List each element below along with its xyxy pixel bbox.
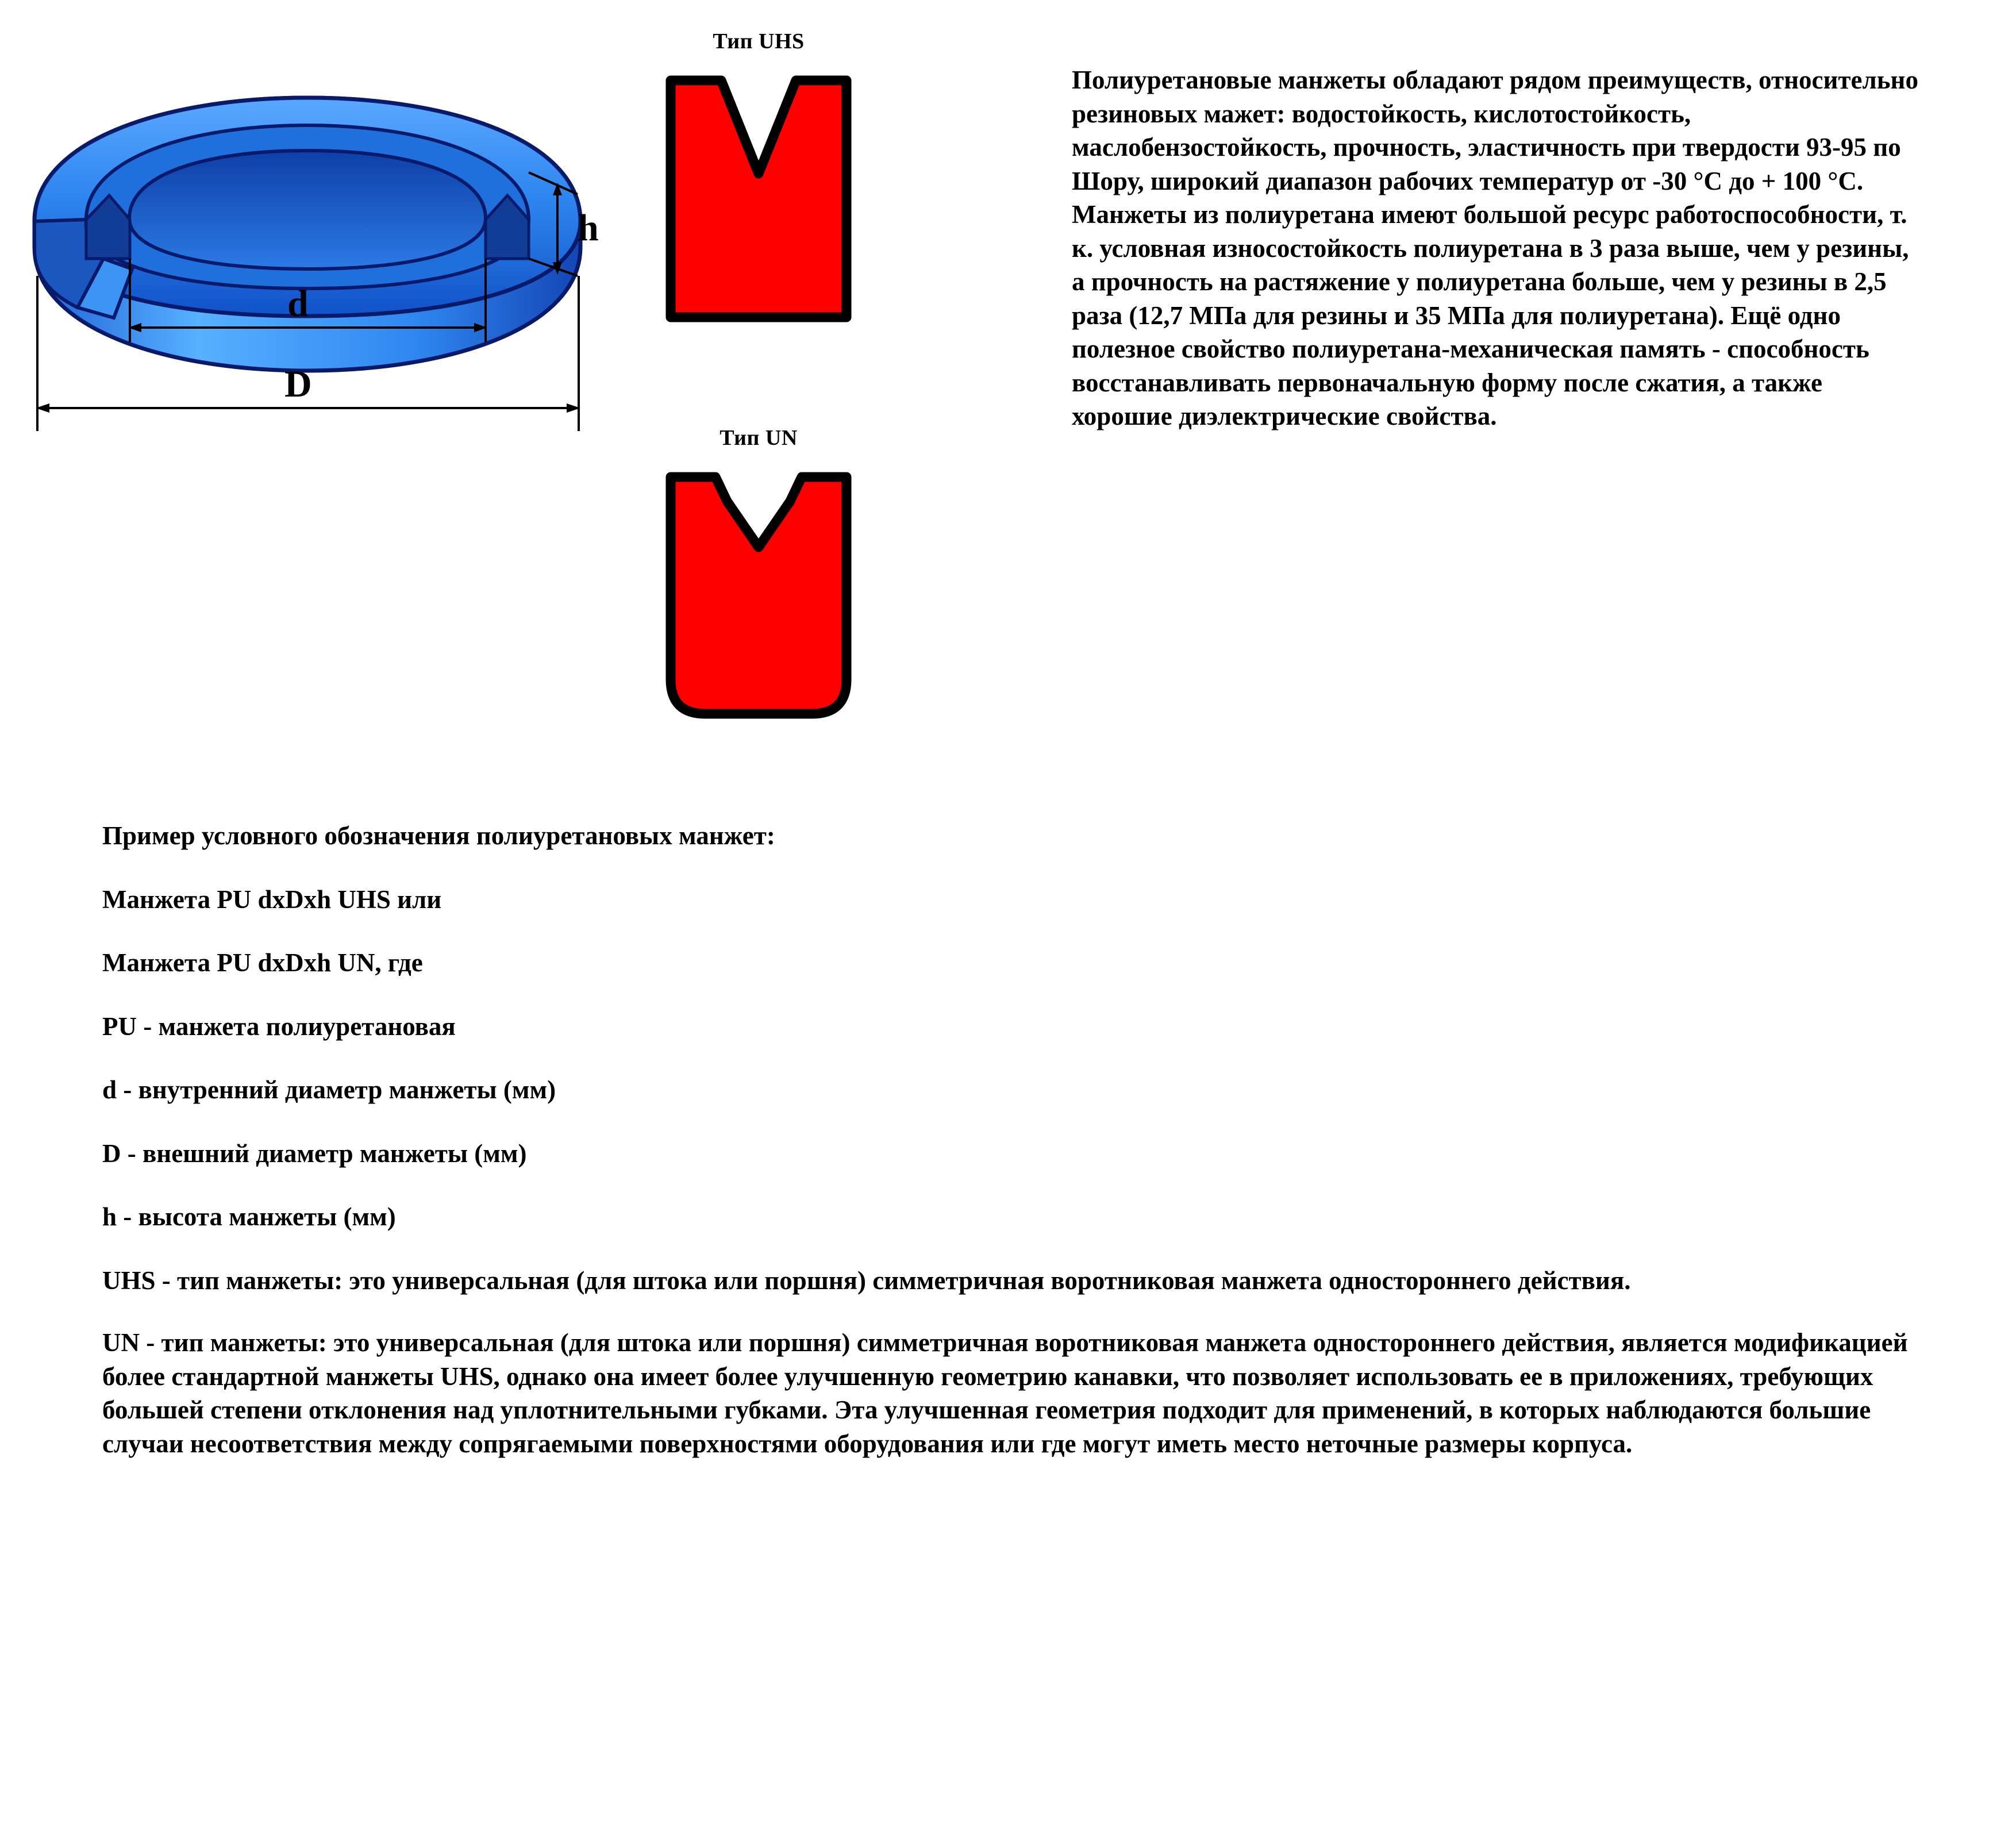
designation-un-line: Манжета PU dxDxh UN, где xyxy=(102,948,423,977)
uhs-description-paragraph: UHS - тип манжеты: это универсальная (для штока или поршня) симметричная воротниковая манжета одностороннего действия. xyxy=(102,1266,1631,1295)
un-description-paragraph: UN - тип манжеты: это универсальная (для штока или поршня) симметричная воротниковая манжета одностороннего действия, является модификацией более стандартной манжеты UHS, однако она имеет более улучшенную геометрию канавки, что позволяет использовать ее в приложениях, требующих большей степени отклонения над уплотнительными губками. Эта улучшенная геометрия подходит для применений, в которых наблюдаются большие случаи несоответствия между сопрягаемыми поверхностями оборудования или где могут иметь место неточные размеры корпуса. xyxy=(102,1328,1908,1458)
legend-inner-diameter-line: d - внутренний диаметр манжеты (мм) xyxy=(102,1075,556,1104)
type-uhs-block xyxy=(621,29,897,334)
seal-ring-body xyxy=(34,98,580,371)
type-uhs-title: Тип UHS xyxy=(713,29,805,53)
top-illustration-area xyxy=(0,0,2016,805)
designation-uhs-line: Манжета PU dxDxh UHS или xyxy=(102,884,442,914)
type-un-title: Тип UN xyxy=(720,426,798,450)
legend-pu-line: PU - манжета полиуретановая xyxy=(102,1012,456,1041)
dimension-h-label: h xyxy=(578,207,599,249)
legend-height-line: h - высота манжеты (мм) xyxy=(102,1202,396,1231)
type-un-block xyxy=(621,425,897,731)
designation-body-text xyxy=(102,819,1936,1489)
dimension-D-label: D xyxy=(284,363,312,405)
type-un-shape xyxy=(621,461,897,731)
seal-3d-illustration xyxy=(17,86,626,500)
legend-outer-diameter-line: D - внешний диаметр манжеты (мм) xyxy=(102,1139,527,1168)
dimension-d-label: d xyxy=(287,283,309,325)
intro-description-text: Полиуретановые манжеты обладают рядом преимуществ, относительно резиновых мажет: водостойкость, кислотостойкость, маслобензостойкость, прочность, эластичность при твердости 93-95 по Шору, широкий диапазон рабочих температур от -30 °С до + 100 °С. Манжеты из полиуретана имеют большой ресурс работоспособности, т. к. условная износостойкость полиуретана в 3 раза выше, чем у резины, а прочность на растяжение у полиуретана больше, чем у резины в 2,5 раза (12,7 МПа для резины и 35 МПа для полиуретана). Ещё одно полезное свойство полиуретана-механическая память - способность восстанавливать первоначальную форму после сжатия, а также хорошие диэлектрические свойства. xyxy=(1072,66,1918,430)
type-uhs-shape xyxy=(621,64,897,334)
intro-line: Пример условного обозначения полиуретановых манжет: xyxy=(102,821,775,850)
